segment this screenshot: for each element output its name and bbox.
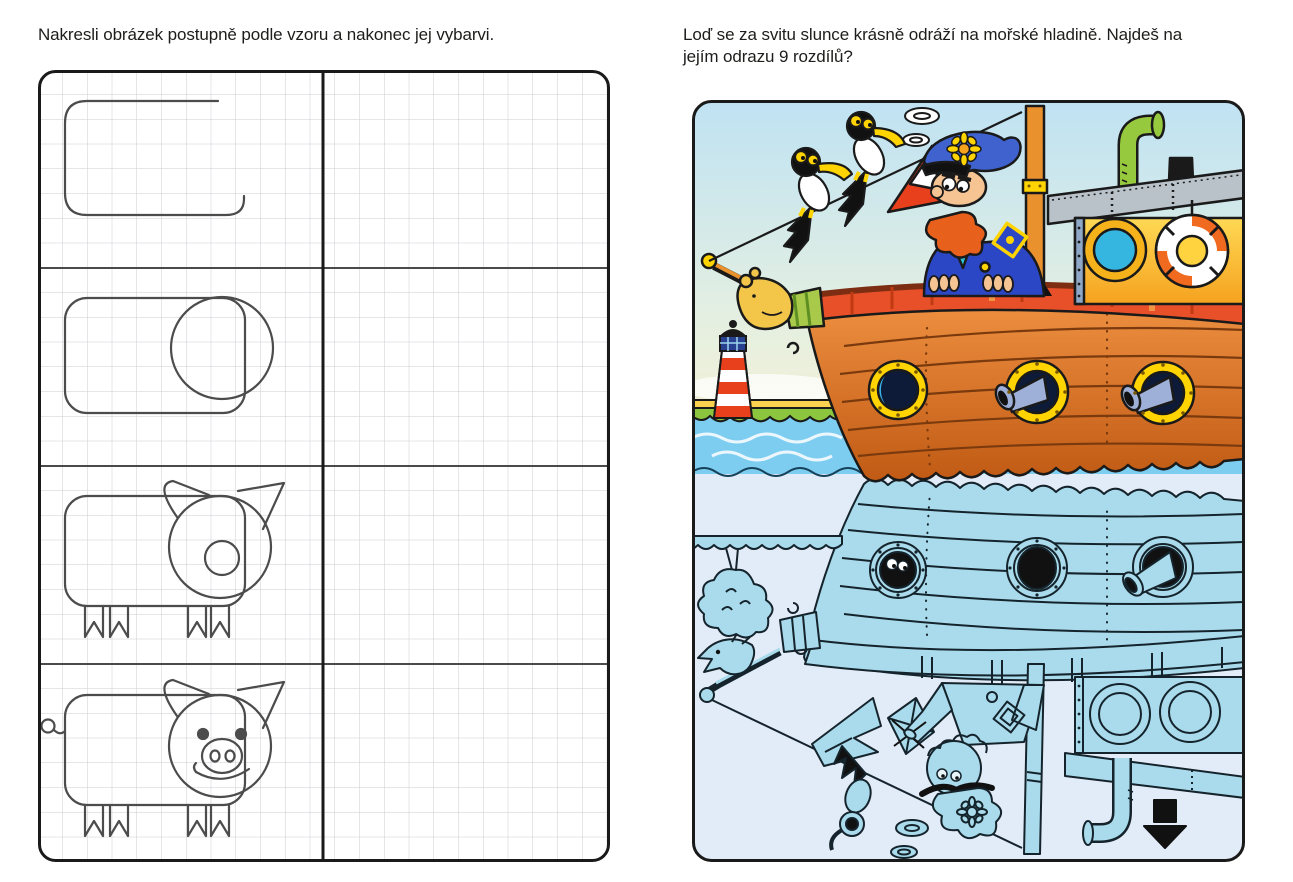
captain-eye: [943, 178, 956, 191]
reflection-porthole-googly-eyes: [870, 542, 926, 598]
reflection-pupil: [955, 776, 959, 780]
bird-eye: [808, 155, 819, 166]
cuff-button: [981, 263, 990, 272]
mast-band: [1023, 180, 1047, 193]
epaulette-dot: [1006, 236, 1014, 244]
bird-pupil: [801, 156, 805, 160]
reflection-pupil: [941, 774, 945, 778]
captain-pupil: [959, 187, 963, 191]
captain-nose: [931, 186, 943, 198]
drawing-grid-panel: [38, 70, 610, 862]
lifebuoy: [1156, 215, 1228, 287]
mermaid-eye: [752, 294, 756, 298]
drawing-grid-svg: [38, 70, 610, 862]
dragon-eye: [716, 650, 720, 654]
bird-pupil: [856, 120, 860, 124]
mast-band-rivet: [1039, 185, 1042, 188]
reflection-eye: [951, 771, 961, 781]
reflection-porthole-empty: [1007, 538, 1067, 598]
cabin-rivet-strip: [1075, 218, 1084, 304]
right-instruction: Loď se za svitu slunce krásně odráží na mořské hladině. Najdeš na jejím odrazu 9 rozdílů?: [683, 25, 1183, 66]
reflection-bird-head-center: [846, 818, 858, 830]
porthole-bow: [869, 361, 927, 419]
mermaid-hair-curl: [750, 268, 760, 278]
bird-eye: [795, 151, 807, 163]
pig-eye-left: [198, 729, 208, 739]
mast-band-rivet: [1028, 185, 1031, 188]
reflection-cone: [780, 612, 820, 652]
bird-pupil: [868, 123, 872, 127]
reflection-cabin: [1065, 677, 1245, 798]
bird-pupil: [813, 159, 817, 163]
captain-eye: [957, 180, 969, 192]
cabin-window-glass: [1094, 229, 1136, 271]
left-instruction: Nakresli obrázek postupně podle vzoru a nakonec jej vybarvi.: [38, 25, 495, 44]
pig-eye-right: [236, 729, 246, 739]
captain-pupil: [945, 185, 949, 189]
spot-difference-panel: [692, 100, 1245, 862]
ship-illustration: [692, 100, 1245, 862]
bird-eye: [850, 115, 862, 127]
bird-eye: [863, 119, 874, 130]
grid-box: [38, 70, 610, 862]
reflection-eye: [937, 769, 947, 779]
reflection-bowsprit-ball: [700, 688, 714, 702]
